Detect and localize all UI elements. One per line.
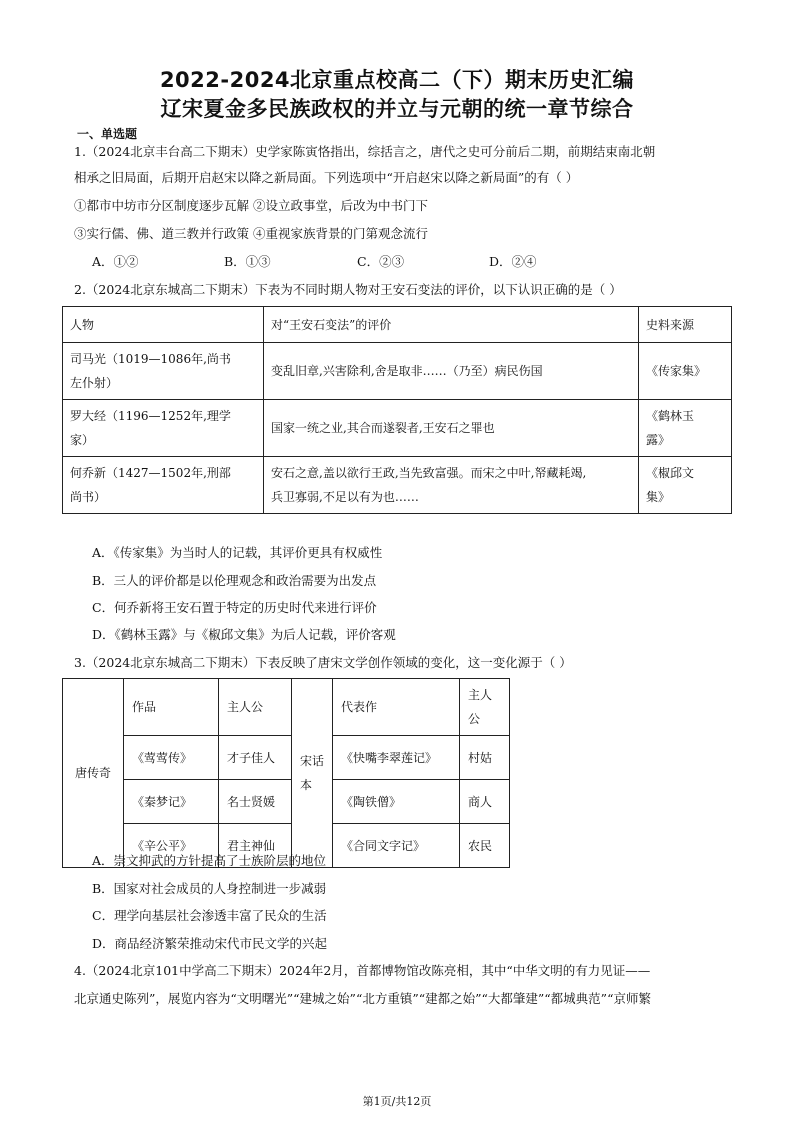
q1-statement-line2: ③实行儒、佛、道三教并行政策 ④重视家族背景的门第观念流行: [74, 226, 428, 241]
hero-cell: 商人: [460, 780, 510, 824]
q1-option-c[interactable]: C．②③: [357, 254, 405, 269]
q3-option-a[interactable]: A．崇文抑武的方针提高了士族阶层的地位: [92, 853, 327, 868]
q1-option-a[interactable]: A．①②: [92, 254, 139, 269]
table-header-cell: 代表作: [333, 679, 460, 736]
cell-text: 集》: [646, 490, 671, 504]
work-cell: 《辛公平》: [124, 824, 219, 868]
q1-stem-line1: 1.（2024北京丰台高二下期末）史学家陈寅恪指出，综括言之，唐代之史可分前后二期，前期结束南北朝: [74, 144, 656, 159]
evaluation-cell: [264, 343, 639, 400]
q3-table: [62, 678, 510, 868]
hero-cell: 名士贤媛: [219, 780, 292, 824]
q2-option-d[interactable]: D．《鹤林玉露》与《椒邱文集》为后人记载，评价客观: [92, 627, 396, 642]
cell-text: 罗大经（1196—1252年,理学: [70, 409, 231, 423]
hero-cell: 农民: [460, 824, 510, 868]
cell-text: 露》: [646, 433, 671, 447]
cell-text: 变乱旧章,兴害除利,舍是取非……（乃至）病民伤国: [271, 364, 543, 378]
person-cell: [63, 400, 264, 457]
table-row: [63, 343, 732, 400]
table-row: [63, 400, 732, 457]
hero-cell: 才子佳人: [219, 736, 292, 780]
q1-statement-line1: ①都市中坊市分区制度逐步瓦解 ②设立政事堂，后改为中书门下: [74, 198, 428, 213]
work-cell: 《秦梦记》: [124, 780, 219, 824]
q1-stem-line2: 相承之旧局面，后期开启赵宋以降之新局面。下列选项中“开启赵宋以降之新局面”的有（ ）: [74, 170, 579, 185]
rep-work-cell: 《合同文字记》: [333, 824, 460, 868]
q3-option-c[interactable]: C．理学向基层社会渗透丰富了民众的生活: [92, 908, 327, 923]
table-header-cell: 主人公: [460, 679, 510, 736]
section-heading: 一、单选题: [77, 127, 138, 141]
cell-text: 兵卫寡弱,不足以有为也……: [271, 490, 419, 504]
table-row: [63, 457, 732, 514]
q2-option-b[interactable]: B．三人的评价都是以伦理观念和政治需要为出发点: [92, 573, 377, 588]
cell-text: 宋话: [300, 754, 325, 768]
work-cell: 《莺莺传》: [124, 736, 219, 780]
table-header-cell: 对“王安石变法”的评价: [264, 307, 639, 343]
evaluation-cell: [264, 400, 639, 457]
cell-text: 左仆射）: [70, 376, 119, 390]
person-cell: [63, 457, 264, 514]
table-row: [63, 736, 510, 780]
hero-cell: 君主神仙: [219, 824, 292, 868]
table-row: [63, 780, 510, 824]
q3-option-d[interactable]: D．商品经济繁荣推动宋代市民文学的兴起: [92, 936, 328, 951]
page-title: 2022-2024北京重点校高二（下）期末历史汇编: [159, 68, 635, 92]
table-header-row: [63, 679, 510, 736]
q1-option-b[interactable]: B．①③: [224, 254, 271, 269]
page-subtitle: 辽宋夏金多民族政权的并立与元朝的统一章节综合: [160, 97, 634, 121]
q2-table: [62, 306, 732, 514]
q3-stem: 3.（2024北京东城高二下期末）下表反映了唐宋文学创作领域的变化，这一变化源于（ ）: [74, 655, 572, 670]
page-number: 第1页/共12页: [362, 1095, 432, 1108]
cell-text: 司马光（1019—1086年,尚书: [70, 352, 231, 366]
rep-work-cell: 《陶铁僧》: [333, 780, 460, 824]
cell-text: 尚书）: [70, 490, 107, 504]
source-cell: [639, 343, 732, 400]
cell-text: 《椒邱文: [646, 466, 695, 480]
table-header-cell: 人物: [63, 307, 264, 343]
table-header-cell: 作品: [124, 679, 219, 736]
cell-text: 本: [300, 778, 313, 792]
table-header-cell: 主人公: [219, 679, 292, 736]
source-cell: [639, 400, 732, 457]
evaluation-cell: [264, 457, 639, 514]
rep-work-cell: 《快嘴李翠莲记》: [333, 736, 460, 780]
q2-stem: 2.（2024北京东城高二下期末）下表为不同时期人物对王安石变法的评价，以下认识正确的是（ ）: [74, 282, 622, 297]
q1-option-d[interactable]: D．②④: [489, 254, 537, 269]
q2-option-a[interactable]: A．《传家集》为当时人的记载，其评价更具有权威性: [92, 545, 383, 560]
q2-option-c[interactable]: C．何乔新将王安石置于特定的历史时代来进行评价: [92, 600, 377, 615]
table-header-row: [63, 307, 732, 343]
tang-group-cell: 唐传奇: [63, 679, 124, 868]
person-cell: [63, 343, 264, 400]
table-header-cell: 史料来源: [639, 307, 732, 343]
q3-option-b[interactable]: B．国家对社会成员的人身控制进一步减弱: [92, 881, 327, 896]
cell-text: 《传家集》: [646, 364, 707, 378]
q4-stem-line2: 北京通史陈列”，展览内容为“文明曙光”“建城之始”“北方重镇”“建都之始”“大都肇建”“都城典范”“京师繁: [74, 991, 651, 1006]
cell-text: 家）: [70, 433, 95, 447]
hero-cell: 村姑: [460, 736, 510, 780]
cell-text: 何乔新（1427—1502年,刑部: [70, 466, 231, 480]
cell-text: 国家一统之业,其合而遂裂者,王安石之罪也: [271, 421, 495, 435]
cell-text: 安石之意,盖以欲行王政,当先致富强。而宋之中叶,帑藏耗竭,: [271, 466, 587, 480]
q4-stem-line1: 4.（2024北京101中学高二下期末）2024年2月，首都博物馆改陈亮相，其中“中华文明的有力见证——: [74, 963, 651, 978]
cell-text: 《鹤林玉: [646, 409, 695, 423]
source-cell: [639, 457, 732, 514]
song-group-cell: [292, 679, 333, 868]
